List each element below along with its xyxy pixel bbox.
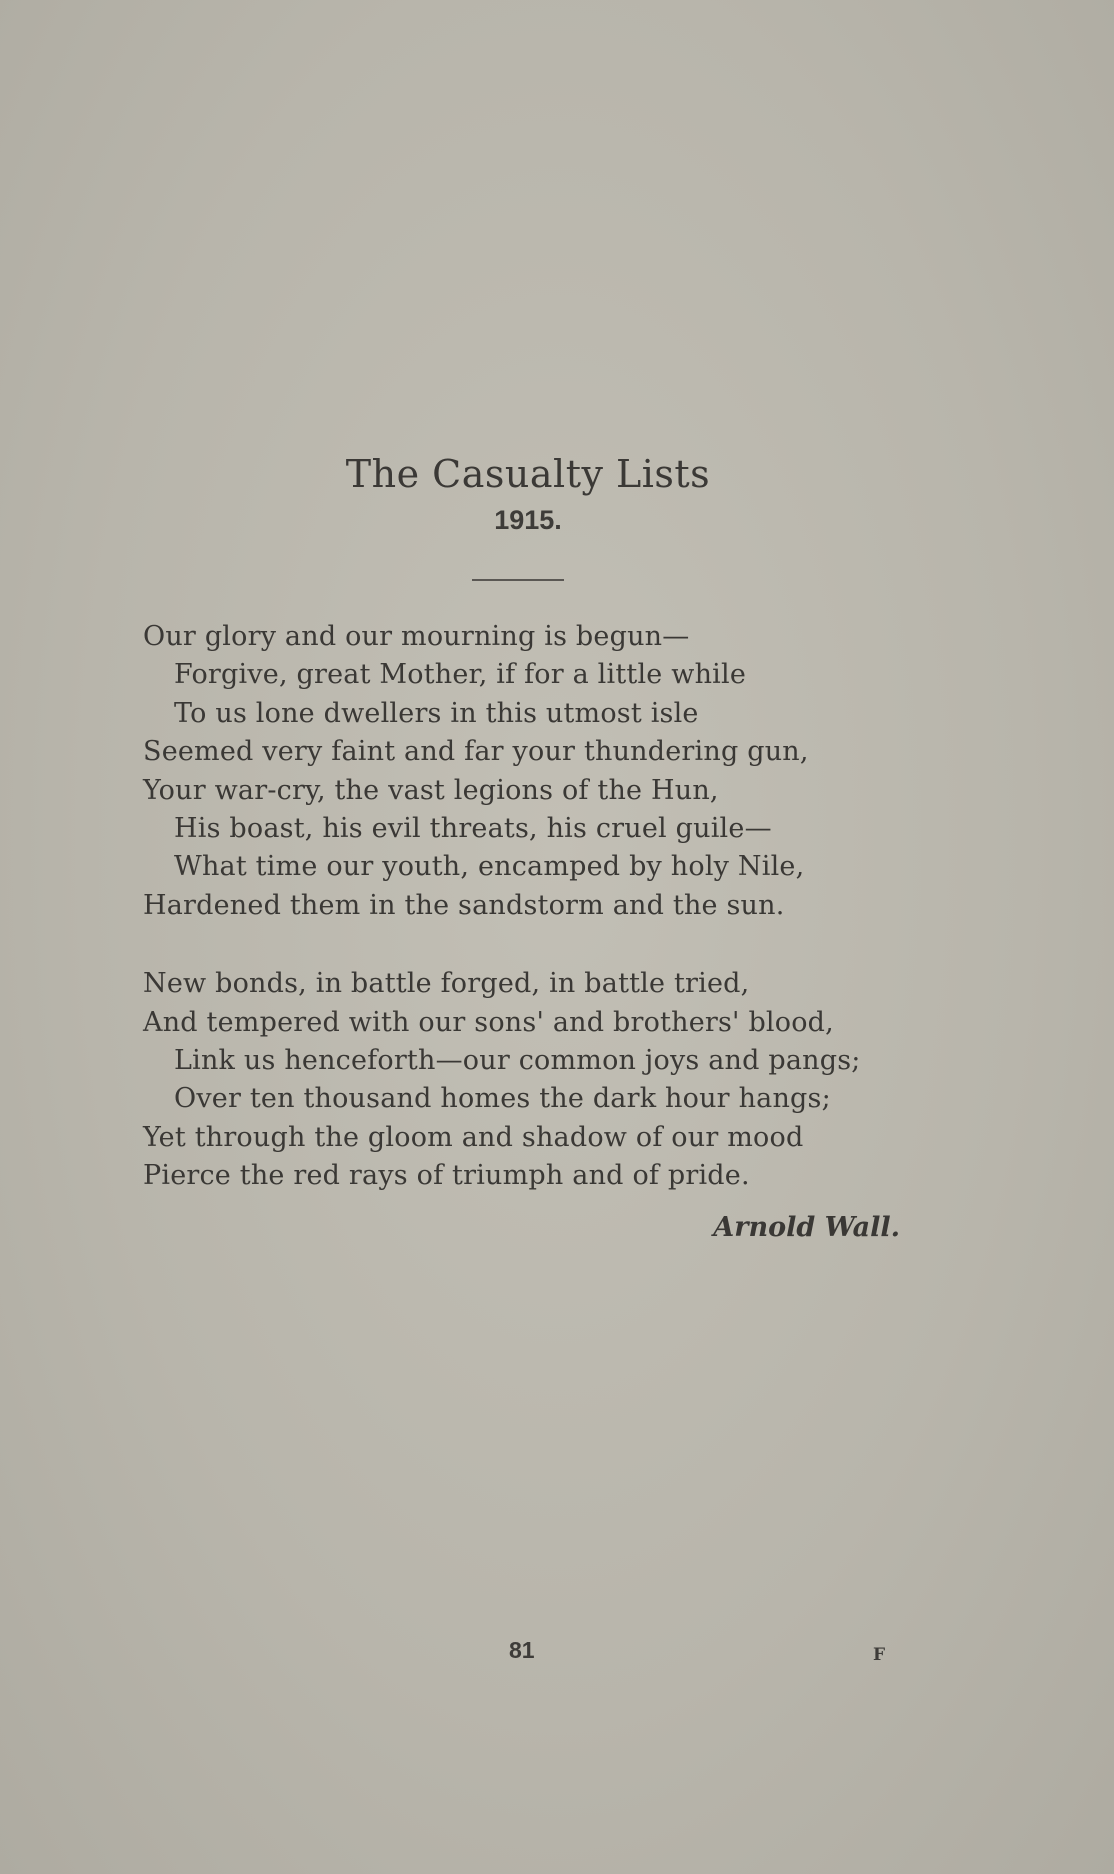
poem-year: 1915. [494,505,562,535]
poem-line: Your war-cry, the vast legions of the Hun, [143,774,719,806]
poem-line: Link us henceforth—our common joys and pangs; [174,1044,861,1076]
stanza-gap [143,925,943,965]
poem-line: Our glory and our mourning is begun— [143,621,690,652]
printer-signature-mark: F [873,1645,886,1665]
poem-line: Forgive, great Mother, if for a little while [174,659,747,691]
poem-body [143,618,943,1195]
poem-line: Over ten thousand homes the dark hour hangs; [174,1083,831,1115]
poem-line: And tempered with our sons' and brothers' blood, [143,1006,834,1038]
poem-line: Yet through the gloom and shadow of our mood [143,1121,804,1153]
stanza-2 [143,965,943,1195]
poem-title: The Casualty Lists [345,452,711,496]
poem-line: Pierce the red rays of triumph and of pride. [143,1160,750,1192]
poem-author: Arnold Wall. [713,1212,900,1243]
poem-line: Hardened them in the sandstorm and the sun. [143,889,785,921]
poem-line: What time our youth, encamped by holy Nile, [174,851,805,883]
poem-line: To us lone dwellers in this utmost isle [174,697,699,729]
poem-line: Seemed very faint and far your thundering gun, [143,736,809,768]
stanza-1 [143,618,943,925]
page-number: 81 [509,1637,535,1663]
poem-line: New bonds, in battle forged, in battle tried, [143,968,750,1000]
poem-line: His boast, his evil threats, his cruel guile— [174,812,772,844]
title-divider [472,579,564,581]
